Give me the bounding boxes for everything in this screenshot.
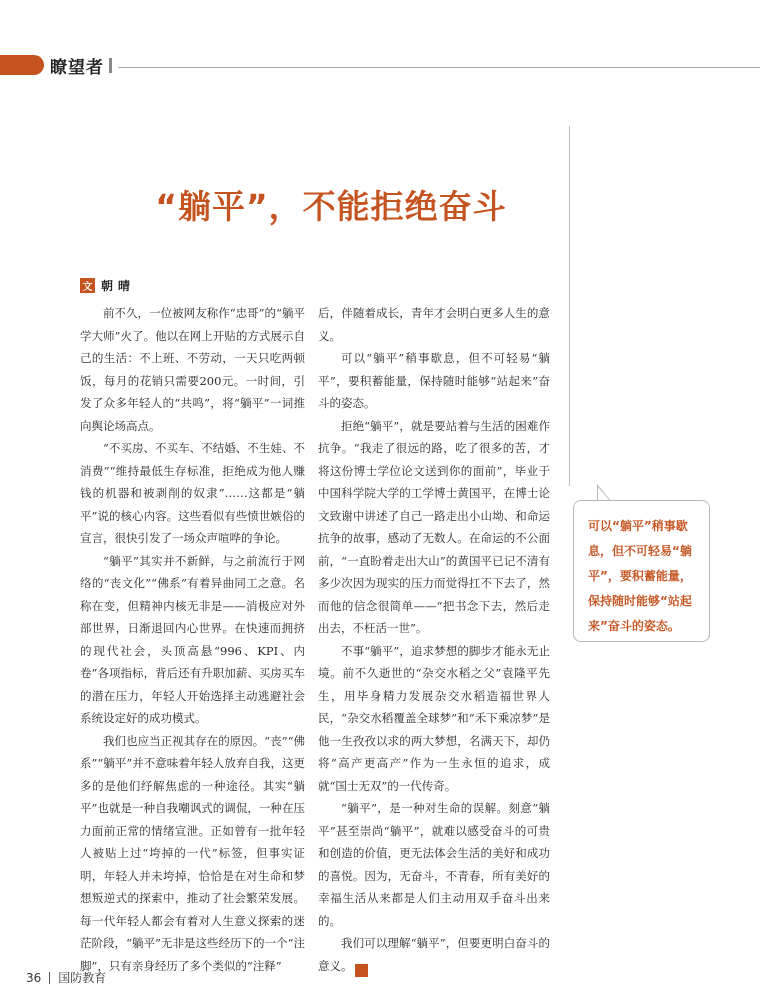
- paragraph: 不事“躺平”，追求梦想的脚步才能永无止境。前不久逝世的“杂交水稻之父”袁隆平先生，用毕身精力发展杂交水稻造福世界人民，“杂交水稻覆盖全球梦”和“禾下乘凉梦”是他一生孜孜以求的两大梦想，名满天下，却仍将“高产更高产”作为一生永恒的追求，成就“国士无双”的一代传奇。: [318, 643, 550, 793]
- paragraph: 可以“躺平”稍事歇息，但不可轻易“躺平”，要积蓄能量，保持随时能够“站起来”奋斗的姿态。: [318, 351, 550, 410]
- paragraph: 我们也应当正视其存在的原因。“丧”“佛系”“躺平”并不意味着年轻人放弃自我，这更多的是他们纾解焦虑的一种途径。其实“躺平”也就是一种自我嘲讽式的调侃，一种在压力面前正常的情绪宣泄。正如曾有一批年轻人被贴上过“垮掉的一代”标签，但事实证明，年轻人并未垮掉，恰恰是在对生命和梦想叛逆式的探索中，推动了社会繁荣发展。每一代年轻人都会有着对人生意义探索的迷茫阶段，“躺平”无非是这些经历下的一个“注脚”，只有亲身经历了多个类似的“注释”: [80, 733, 305, 973]
- article-title: “躺平”，不能拒绝奋斗: [155, 187, 507, 226]
- publication-name: 国防教育: [58, 971, 107, 985]
- page-footer: [26, 969, 106, 986]
- pull-quote-tail-inner: [598, 487, 610, 501]
- paragraph: “躺平”其实并不新鲜，与之前流行于网络的“丧文化”“佛系”有着异曲同工之意。名称在变，但精神内核无非是——消极应对外部世界，日渐退回内心世界。在快速而拥挤的现代社会，头顶高悬“996、KPI、内卷”各项指标，背后还有升职加薪、买房买车的潜在压力，年轻人开始选择主动逃避社会系统设定好的成功模式。: [80, 553, 305, 725]
- byline-badge: 文: [80, 278, 95, 293]
- pull-quote-text: 可以“躺平”稍事歇息，但不可轻易“躺平”，要积蓄能量，保持随时能够“站起来”奋斗的姿态。: [588, 519, 692, 633]
- pull-quote: [573, 500, 710, 642]
- header-divider-mark: [109, 58, 112, 73]
- header-rule: [118, 67, 760, 68]
- author-name: 朝晴: [101, 279, 136, 293]
- page-number: 36: [26, 970, 42, 985]
- left-column: [80, 302, 305, 977]
- column-divider: [569, 126, 570, 486]
- end-mark-icon: G: [355, 964, 368, 977]
- paragraph-final: [318, 932, 550, 977]
- paragraph: “躺平”，是一种对生命的误解。刻意“躺平”甚至崇尚“躺平”，就难以感受奋斗的可贵和创造的价值，更无法体会生活的美好和成功的喜悦。因为，无奋斗，不青春，所有美好的幸福生活从来都是人们主动用双手奋斗出来的。: [318, 801, 550, 928]
- paragraph-continued: 后，伴随着成长，青年才会明白更多人生的意义。: [318, 306, 550, 343]
- paragraph: 前不久，一位被网友称作“忠哥”的“躺平学大师”火了。他以在网上开贴的方式展示自己的生活：不上班、不劳动，一天只吃两顿饭，每月的花销只需要200元。一时间，引发了众多年轻人的“共鸣”，将“躺平”一词推向舆论场高点。: [80, 306, 305, 433]
- byline: [80, 277, 135, 294]
- right-column: [318, 302, 550, 977]
- paragraph: “不买房、不买车、不结婚、不生娃、不消费”“维持最低生存标准，拒绝成为他人赚钱的机器和被剥削的奴隶”……这都是“躺平”说的核心内容。这些看似有些愤世嫉俗的宣言，很快引发了一场众声喧哗的争论。: [80, 441, 305, 545]
- paragraph: 拒绝“躺平”，就是要站着与生活的困难作抗争。“我走了很远的路，吃了很多的苦，才将这份博士学位论文送到你的面前”，毕业于中国科学院大学的工学博士黄国平，在博士论文致谢中讲述了自己一路走出小山坳、和命运抗争的故事，感动了无数人。在命运的不公面前，“一直盼着走出大山”的黄国平已记不清有多少次因为现实的压力而觉得扛不下去了，然而他的信念很简单——“把书念下去，然后走出去，不枉活一世”。: [318, 418, 550, 635]
- section-name: 瞭望者: [50, 58, 104, 78]
- final-sentence: 我们可以理解“躺平”，但要更明白奋斗的意义。: [318, 936, 550, 973]
- header-accent-bar: [0, 55, 44, 75]
- footer-separator: [49, 972, 50, 984]
